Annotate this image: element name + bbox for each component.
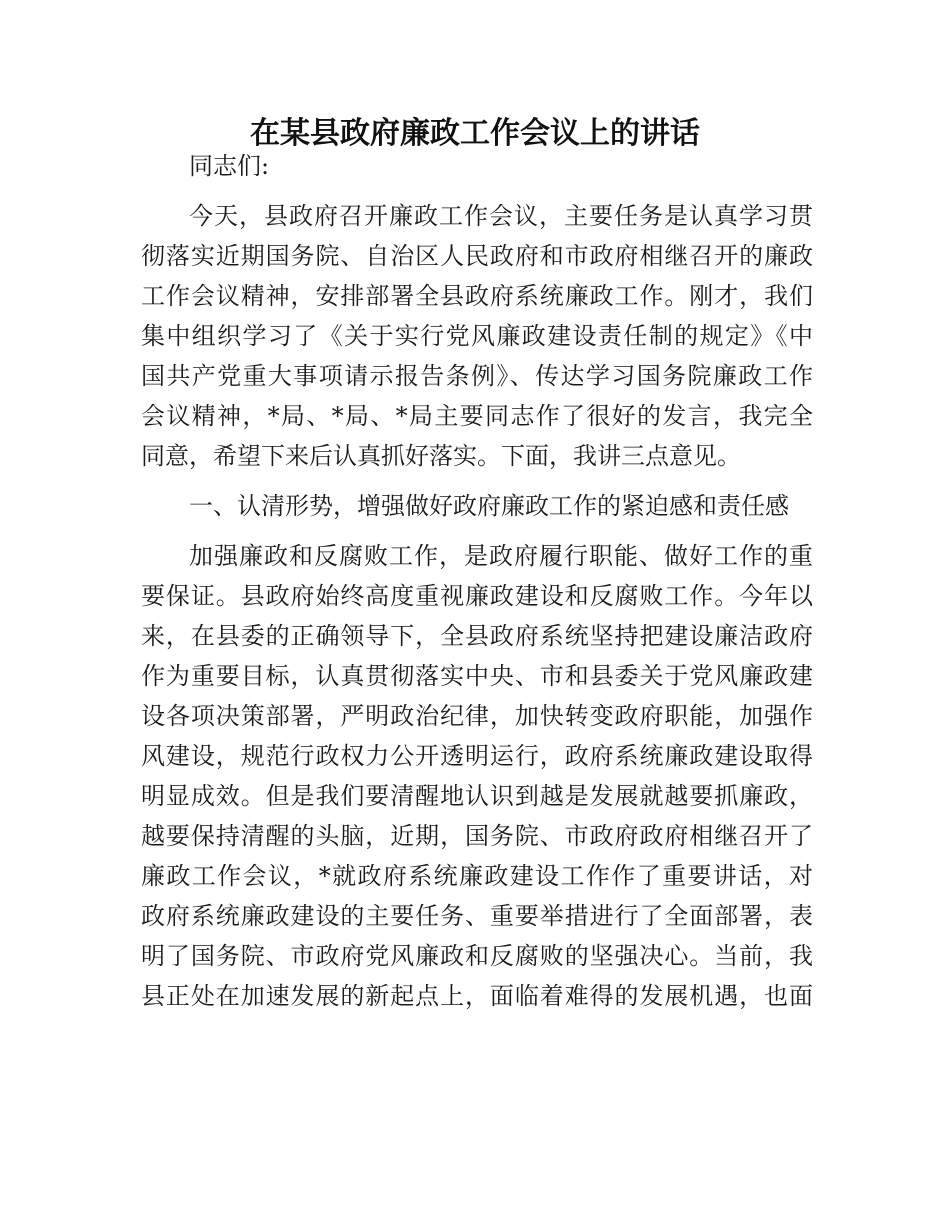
- salutation: 同志们:: [189, 152, 270, 180]
- paragraph-line: 国共产党重大事项请示报告条例》、传达学习国务院廉政工作: [141, 362, 813, 390]
- paragraph-line: 同意，希望下来后认真抓好落实。下面，我讲三点意见。: [141, 442, 741, 470]
- paragraph-line: 工作会议精神，安排部署全县政府系统廉政工作。刚才，我们: [141, 282, 813, 310]
- section-heading-1: [141, 486, 813, 526]
- paragraph-intro: [141, 196, 813, 476]
- paragraph-line: 作为重要目标，认真贯彻落实中央、市和县委关于党风廉政建: [141, 662, 813, 690]
- paragraph-line: 明显成效。但是我们要清醒地认识到越是发展就越要抓廉政，: [141, 782, 813, 810]
- paragraph-line: 加强廉政和反腐败工作，是政府履行职能、做好工作的重: [189, 542, 813, 570]
- paragraph-line: 设各项决策部署，严明政治纪律，加快转变政府职能，加强作: [141, 702, 813, 730]
- paragraph-line: 要保证。县政府始终高度重视廉政建设和反腐败工作。今年以: [141, 582, 813, 610]
- paragraph-line: 越要保持清醒的头脑，近期，国务院、市政府政府相继召开了: [141, 822, 813, 850]
- paragraph-line: 会议精神，*局、*局、*局主要同志作了很好的发言，我完全: [141, 402, 813, 430]
- document-title: 在某县政府廉政工作会议上的讲话: [250, 116, 700, 151]
- paragraph-line: 今天，县政府召开廉政工作会议，主要任务是认真学习贯: [189, 202, 813, 230]
- paragraph-line: 集中组织学习了《关于实行党风廉政建设责任制的规定》《中: [141, 322, 813, 350]
- document-body: [141, 146, 813, 1016]
- paragraph-line: 来，在县委的正确领导下，全县政府系统坚持把建设廉洁政府: [141, 622, 813, 650]
- paragraph-gap: [141, 186, 813, 196]
- paragraph-line: 县正处在加速发展的新起点上，面临着难得的发展机遇，也面: [141, 982, 813, 1010]
- paragraph-line: 政府系统廉政建设的主要任务、重要举措进行了全面部署，表: [141, 902, 813, 930]
- section-heading-line: 一、认清形势，增强做好政府廉政工作的紧迫感和责任感: [189, 492, 789, 520]
- paragraph-line: 廉政工作会议，*就政府系统廉政建设工作作了重要讲话，对: [141, 862, 813, 890]
- paragraph-gap: [141, 526, 813, 536]
- paragraph-section-1: [141, 536, 813, 1016]
- paragraph-line: 彻落实近期国务院、自治区人民政府和市政府相继召开的廉政: [141, 242, 813, 270]
- paragraph-line: 明了国务院、市政府党风廉政和反腐败的坚强决心。当前，我: [141, 942, 813, 970]
- paragraph-line: 风建设，规范行政权力公开透明运行，政府系统廉政建设取得: [141, 742, 813, 770]
- paragraph-gap: [141, 476, 813, 486]
